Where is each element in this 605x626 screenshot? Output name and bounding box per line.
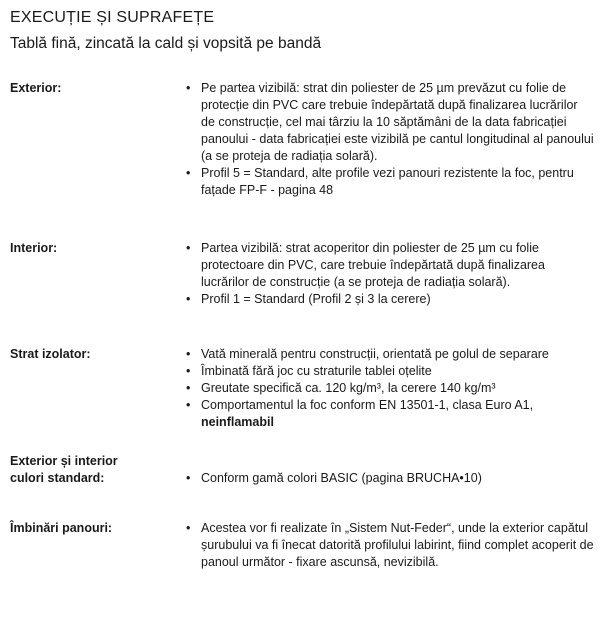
bullet-icon: •	[186, 398, 191, 412]
bullet-icon: •	[186, 471, 191, 485]
list-item	[184, 165, 594, 199]
bullet-list	[184, 470, 594, 487]
section-label: Exterior:	[10, 81, 62, 95]
emphasis-text: neinflamabil	[201, 415, 274, 429]
bullet-icon: •	[186, 347, 191, 361]
bullet-list	[184, 520, 594, 571]
section-label-line1: Exterior și interior	[10, 454, 118, 468]
section-label: Interior:	[10, 241, 58, 255]
list-item	[184, 291, 594, 308]
bullet-list	[184, 240, 594, 308]
list-item	[184, 470, 594, 487]
list-item-text: Conform gamă colori BASIC (pagina BRUCHA•10)	[201, 471, 482, 485]
list-item-text: Acestea vor fi realizate în „Sistem Nut-Feder“, unde la exterior capătul șurubului va fi înecat datorită profilului labirint, fiind complet acoperit de panoul următor - fixare ascunsă, nevizibilă.	[201, 521, 594, 569]
bullet-icon: •	[186, 381, 191, 395]
list-item	[184, 397, 594, 431]
bullet-icon: •	[186, 241, 191, 255]
page-title: EXECUȚIE ȘI SUPRAFEȚE	[10, 9, 215, 26]
list-item	[184, 520, 594, 571]
list-item	[184, 240, 594, 291]
bullet-icon: •	[186, 81, 191, 95]
bullet-icon: •	[186, 364, 191, 378]
section-label	[10, 453, 118, 487]
list-item	[184, 380, 594, 397]
list-item-text: Profil 5 = Standard, alte profile vezi panouri rezistente la foc, pentru fațade FP-F - pagina 48	[201, 166, 574, 197]
list-item	[184, 346, 594, 363]
list-item-text: Pe partea vizibilă: strat din poliester de 25 µm prevăzut cu folie de protecție din PVC care trebuie îndepărtată după finalizarea lucrărilor de construcție, cel mai târziu la 10 săptămâni de la data fabricației panoului - data fabricației este vizibilă pe cantul longitudinal al panoului (a se proteja de radiația solară).	[201, 81, 594, 163]
bullet-list	[184, 80, 594, 199]
bullet-icon: •	[186, 521, 191, 535]
bullet-icon: •	[186, 292, 191, 306]
section-label: Strat izolator:	[10, 347, 91, 361]
list-item-text: Îmbinată fără joc cu straturile tablei oțelite	[201, 364, 432, 378]
bullet-list	[184, 346, 594, 431]
list-item	[184, 363, 594, 380]
section-label: Îmbinări panouri:	[10, 521, 113, 535]
list-item	[184, 80, 594, 165]
list-item-text: Vată minerală pentru construcții, orientată pe golul de separare	[201, 347, 549, 361]
page-subtitle: Tablă fină, zincată la cald și vopsită pe bandă	[10, 35, 322, 52]
bullet-icon: •	[186, 166, 191, 180]
list-item-text: Comportamentul la foc conform EN 13501-1, clasa Euro A1,	[201, 398, 534, 412]
section-label-line2: culori standard:	[10, 471, 105, 485]
list-item-text: Profil 1 = Standard (Profil 2 și 3 la cerere)	[201, 292, 431, 306]
list-item-text: Partea vizibilă: strat acoperitor din poliester de 25 µm cu folie protectoare din PVC, care trebuie îndepărtată după finalizarea lucrărilor de construcție (a se proteja de radiația solară).	[201, 241, 545, 289]
list-item-text: Greutate specifică ca. 120 kg/m³, la cerere 140 kg/m³	[201, 381, 496, 395]
